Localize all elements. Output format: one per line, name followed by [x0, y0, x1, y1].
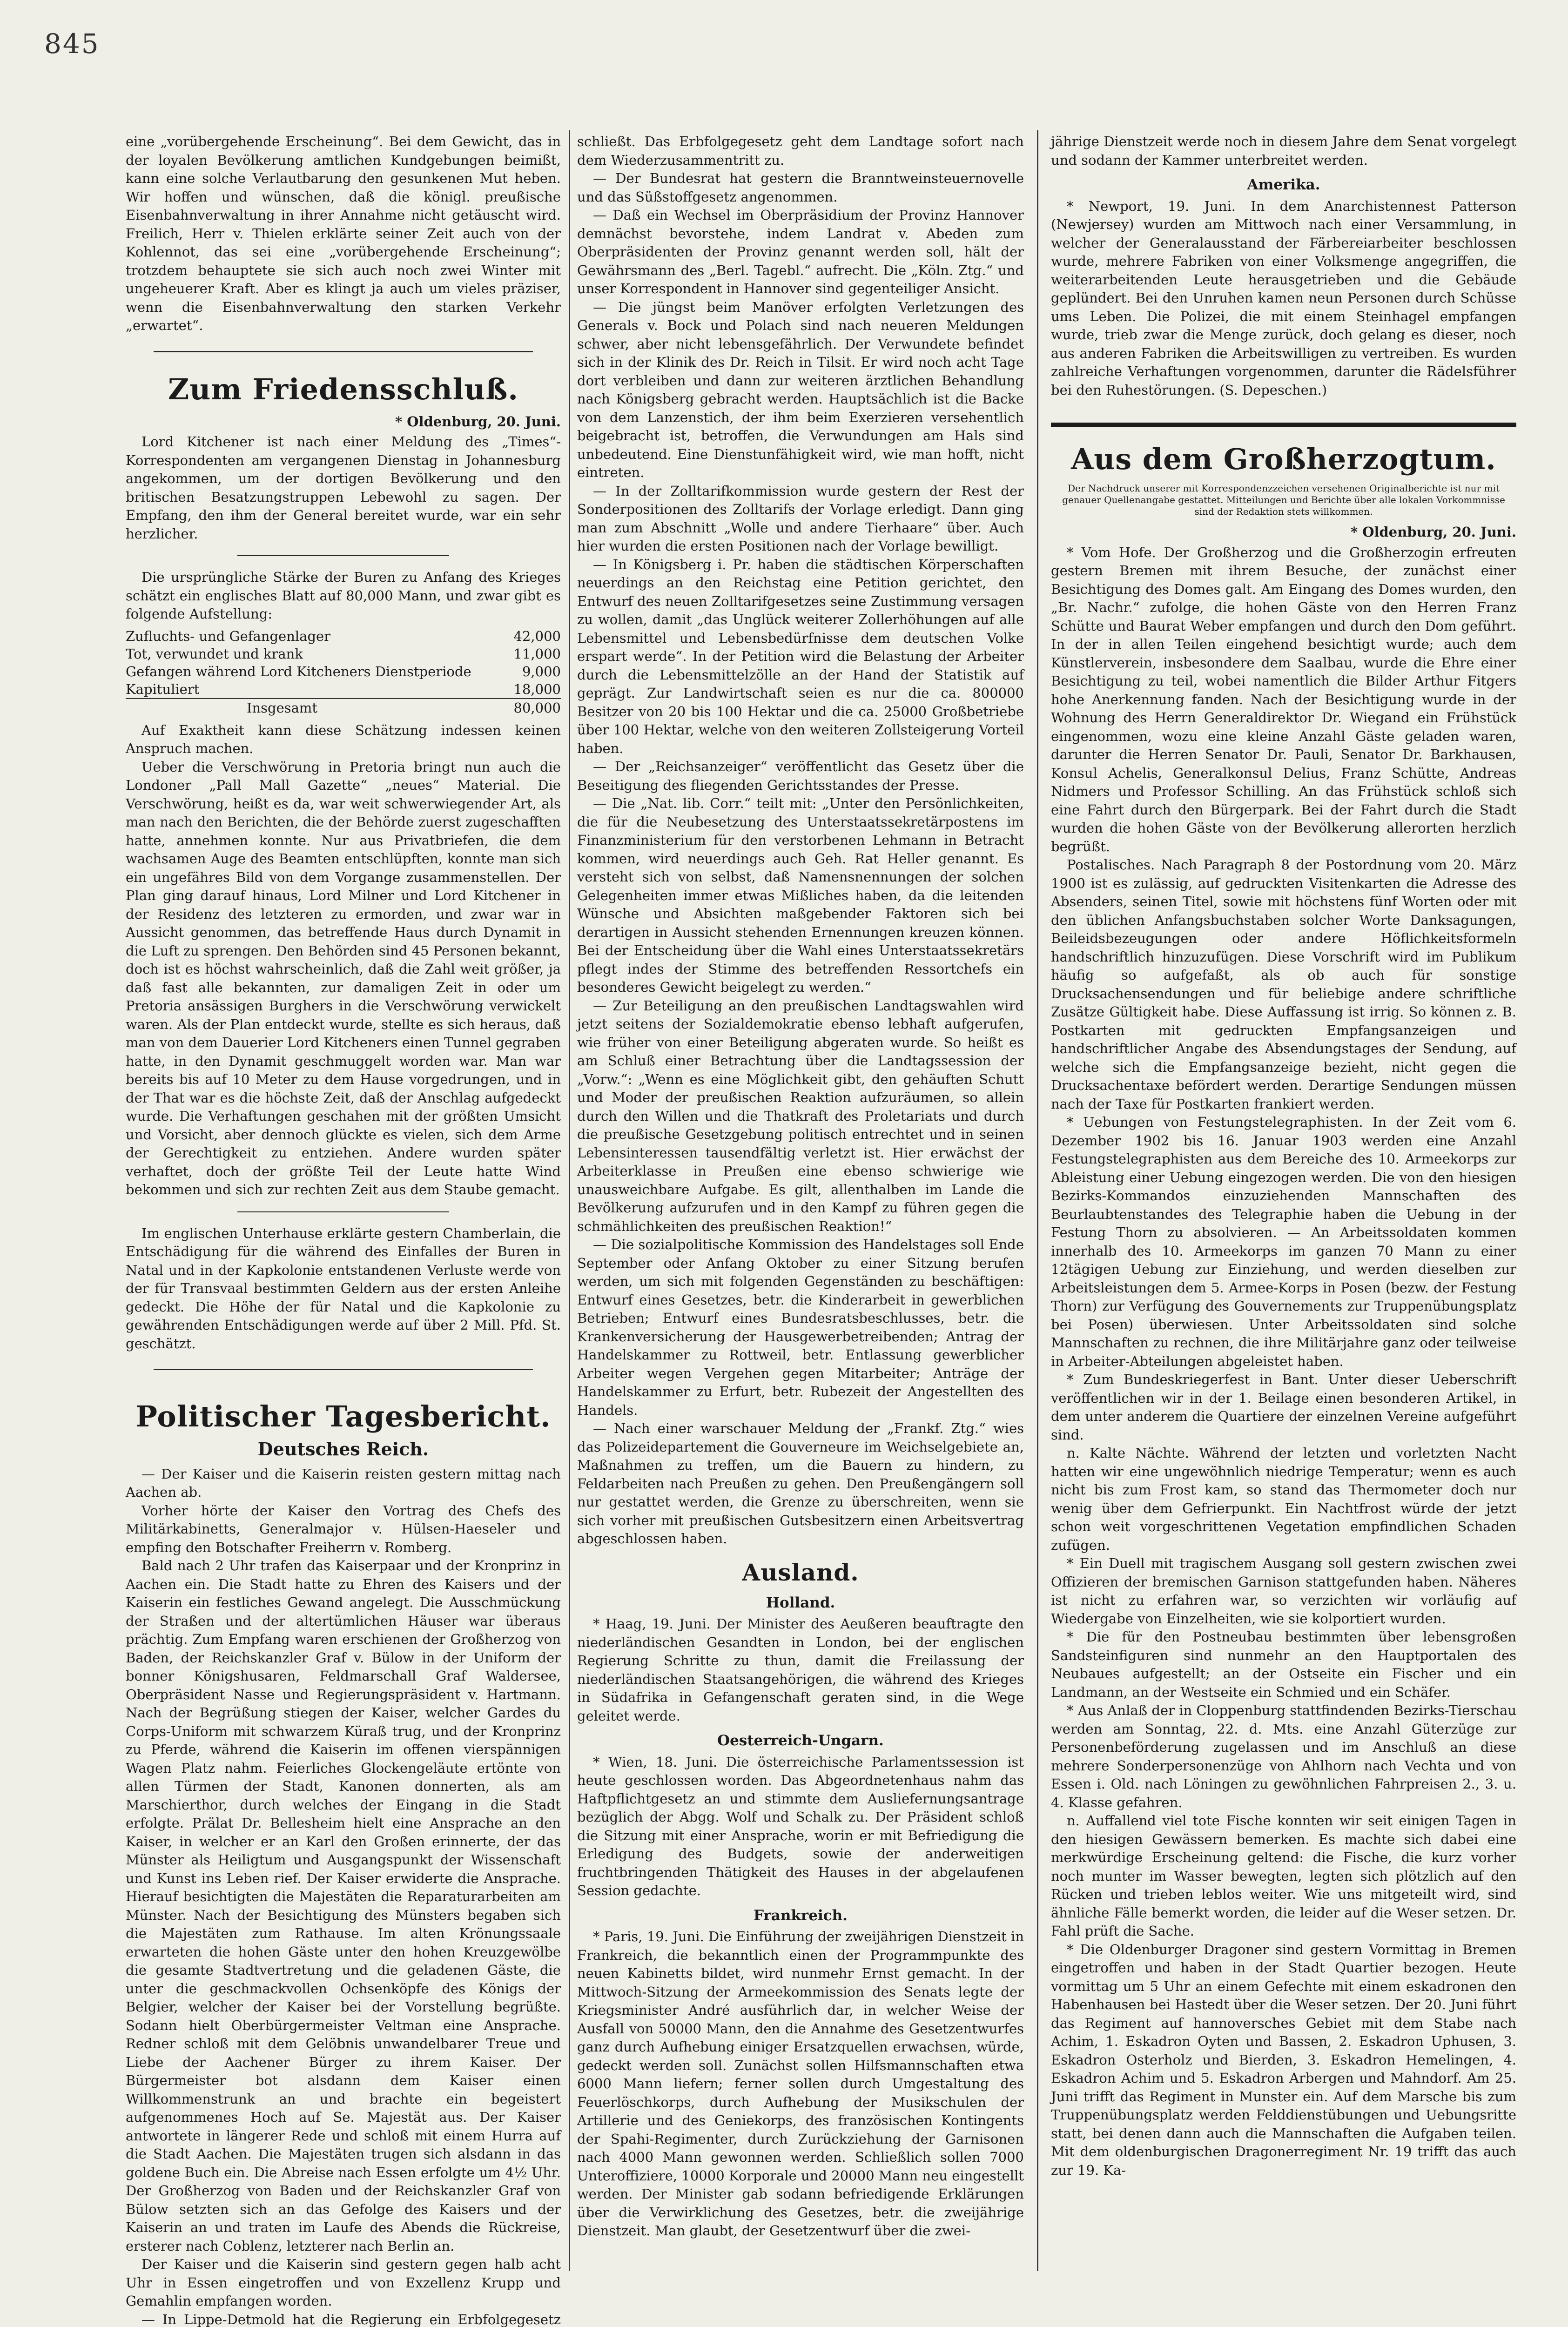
- stats-row: [126, 680, 561, 699]
- article-text: — Nach einer warschauer Meldung der „Frankf. Ztg.“ wies das Polizeidepartement die Gouverneure im Weichselgebiete an, Maßnahmen zu treffen, um die Bauern zu hindern, zu Feldarbeiten nach Preußen zu gehen. Den Preußengängern soll nur gestattet werden, die Grenze zu überschreiten, wenn sie sich vorher mit preußischen Gutsbesitzern einen Arbeitsvertrag abgeschlossen haben.: [577, 1419, 1024, 1548]
- stats-label: Tot, verwundet und krank: [126, 645, 482, 663]
- stats-label: Kapituliert: [126, 680, 482, 699]
- dateline: * Oldenburg, 20. Juni.: [1051, 523, 1516, 542]
- article-text: * Die Oldenburger Dragoner sind gestern Vormittag in Bremen eingetroffen und haben in der Stadt Quartier bezogen. Heute vormittag um 5 Uhr an einem Gefechte mit einem eskadronen den Habenhausen bei Hastedt über die Weser setzen. Der 20. Juni führt das Regiment auf hannoversches Gebiet mit dem Stabe nach Achim, 1. Eskadron Oyten und Bassen, 2. Eskadron Uphusen, 3. Eskadron Osterholz und Bierden, 3. Eskadron Hemelingen, 4. Eskadron Achim und 5. Eskadron Arbergen und Mahndorf. Am 25. Juni trifft das Regiment in Munster ein. Auf dem Marsche bis zum Truppenübungsplatz werden Felddienstübungen und Uebungsritte statt, bei denen dann auch die Mannschaften die Aufgaben teilen. Mit dem oldenburgischen Dragonerregiment Nr. 19 trifft das auch zur 19. Ka-: [1051, 1941, 1516, 2180]
- dateline: * Oldenburg, 20. Juni.: [126, 413, 561, 431]
- article-text: Bald nach 2 Uhr trafen das Kaiserpaar und der Kronprinz in Aachen ein. Die Stadt hatte zu Ehren des Kaisers und der Kaiserin ein festliches Gewand angelegt. Die Ausschmückung der Straßen und der altertümlichen Häuser war überaus prächtig. Zum Empfang waren erschienen der Großherzog von Baden, der Reichskanzler Graf v. Bülow in der Uniform der bonner Königshusaren, Feldmarschall Graf Waldersee, Oberpräsident Nasse und Regierungspräsident v. Hartmann. Nach der Begrüßung stiegen der Kaiser, welcher Gardes du Corps-Uniform mit schwarzem Küraß trug, und der Kronprinz zu Pferde, während die Kaiserin im offenen vierspännigen Wagen Platz nahm. Feierliches Glockengeläute ertönte von allen Türmen der Stadt, Kanonen donnerten, als am Marschierthor, durch welches der Eingang in die Stadt erfolgte. Prälat Dr. Bellesheim hielt eine Ansprache an den Kaiser, in welcher er an Karl den Großen erinnerte, der das Münster als Heiligtum und Ausgangspunkt der Wissenschaft und Kunst ins Leben rief. Der Kaiser erwiderte die Ansprache. Hierauf besichtigten die Majestäten die Reparaturarbeiten am Münster. Nach der Besichtigung des Münsters begaben sich die Majestäten zum Rathause. Im alten Krönungssaale erwarteten die hohen Gäste unter den hohen Kreuzgewölbe die gesamte Stadtvertretung und die geladenen Gäste, die unter die geschmackvollen Ochsenköpfe des Königs der Belgier, welcher der Kaiser bei der Vorstellung begrüßte. Sodann hielt Oberbürgermeister Veltman eine Ansprache. Redner schloß mit dem Gelöbnis unwandelbarer Treue und Liebe der Aachener Bürger zu ihrem Kaiser. Der Bürgermeister bot alsdann dem Kaiser einen Willkommenstrunk an und brachte ein begeistert aufgenommenes Hoch auf Se. Majestät aus. Der Kaiser antwortete in längerer Rede und schloß mit einem Hurra auf die Stadt Aachen. Die Majestäten trugen sich alsdann in das goldene Buch ein. Die Abreise nach Essen erfolgte um 4½ Uhr. Der Großherzog von Baden und der Reichskanzler Graf von Bülow setzten sich an das Gefolge des Kaisers und der Kaiserin an und traten im Laufe des Abends die Rückreise, ersterer nach Coblenz, letzterer nach Berlin an.: [126, 1557, 561, 2255]
- article-text: * Die für den Postneubau bestimmten über lebensgroßen Sandsteinfiguren sind nunmehr an den Hauptportalen des Neubaues aufgestellt; an der Ostseite ein Fischer und ein Landmann, an der Westseite ein Schmied und ein Schäfer.: [1051, 1628, 1516, 1702]
- column-3: [1051, 133, 1516, 2278]
- article-text: * Newport, 19. Juni. In dem Anarchistennest Patterson (Newjersey) wurden am Mittwoch nach einer Versammlung, in welcher der Generalausstand der Färbereiarbeiter beschlossen wurde, mehrere Fabriken von einer Volksmenge angegriffen, die weiterarbeitenden Leute herausgetrieben und die Gebäude geplündert. Bei den Unruhen kamen neun Personen durch Schüsse ums Leben. Die Polizei, die mit einem Steinhagel empfangen wurde, trieb zwar die Menge zurück, doch gelang es dieser, noch aus anderen Fabriken die Arbeitswilligen zu vertreiben. Es wurden zahlreiche Verhaftungen vorgenommen, darunter die Rädelsführer bei den Ruhestörungen. (S. Depeschen.): [1051, 197, 1516, 400]
- stats-value: 9,000: [482, 663, 561, 680]
- article-text: Die ursprüngliche Stärke der Buren zu Anfang des Krieges schätzt ein englisches Blatt auf 80,000 Mann, und zwar gibt es folgende Aufstellung:: [126, 568, 561, 624]
- heading-friedensschluss: Zum Friedensschluß.: [126, 371, 561, 408]
- article-text: n. Auffallend viel tote Fische konnten wir seit einigen Tagen in den hiesigen Gewässern bemerken. Es machte sich dabei eine merkwürdige Erscheinung geltend: die Fische, die kurz vorher noch munter im Wasser bewegten, legten sich plötzlich auf den Rücken und trieben leblos weiter. Wie uns mitgeteilt wird, sind ähnliche Fälle bemerkt worden, die leider auf die Weser setzen. Dr. Fahl prüft die Sache.: [1051, 1812, 1516, 1941]
- subheading-frankreich: Frankreich.: [577, 1907, 1024, 1925]
- stats-table: [126, 627, 561, 717]
- article-text: * Aus Anlaß der in Cloppenburg stattfindenden Bezirks-Tierschau werden am Sonntag, 22. d. Mts. eine Anzahl Güterzüge zur Personenbeförderung zugelassen und im Anschluß an diese mehrere Sonderpersonenzüge von Ahlhorn nach Vechta und von Essen i. Old. nach Löningen zu gewöhnlichen Fahrpreisen 2., 3. u. 4. Klasse gefahren.: [1051, 1702, 1516, 1812]
- article-text: — Die sozialpolitische Kommission des Handelstages soll Ende September oder Anfang Oktober zu einer Sitzung berufen werden, um sich mit folgenden Gegenständen zu beschäftigen: Entwurf eines Gesetzes, betr. die Kinderarbeit in gewerblichen Betrieben; Entwurf eines Bundesratsbeschlusses, betr. die Krankenversicherung der Hausgewerbetreibenden; Antrag der Handelskammer zu Rottweil, betr. Entlassung gewerblicher Arbeiter wegen Vergehen gegen Mitarbeiter; Anträge der Handelskammer zu Erfurt, betr. Rubezeit der Angestellten des Handels.: [577, 1236, 1024, 1419]
- article-text: — Der Kaiser und die Kaiserin reisten gestern mittag nach Aachen ab.: [126, 1465, 561, 1502]
- article-text: jährige Dienstzeit werde noch in diesem Jahre dem Senat vorgelegt und sodann der Kammer unterbreitet werden.: [1051, 133, 1516, 169]
- column-rule: [1037, 130, 1038, 2271]
- article-text: * Ein Duell mit tragischem Ausgang soll gestern zwischen zwei Offizieren der bremischen Garnison stattgefunden haben. Näheres ist nicht zu erfahren war, so verzichten wir vorläufig auf Wiedergabe von Einzelheiten, wie sie kolportiert wurden.: [1051, 1554, 1516, 1628]
- article-text: schließt. Das Erbfolgegesetz geht dem Landtage sofort nach dem Wiederzusammentritt zu.: [577, 133, 1024, 169]
- separator: [237, 555, 449, 556]
- subheading-amerika: Amerika.: [1051, 176, 1516, 195]
- article-text: — Daß ein Wechsel im Oberpräsidium der Provinz Hannover demnächst bevorstehe, indem Landrat v. Abeden zum Oberpräsidenten der Provinz genannt werden soll, hält der Gewährsmann des „Berl. Tagebl.“ aufrecht. Die „Köln. Ztg.“ und unser Korrespondent in Hannover sind gegenteiliger Ansicht.: [577, 206, 1024, 298]
- article-text: * Vom Hofe. Der Großherzog und die Großherzogin erfreuten gestern Bremen mit ihrem Besuche, der zunächst einer Besichtigung des Domes galt. Am Eingang des Domes wurden, den „Br. Nachr.“ zufolge, die hohen Gäste von den Herren Franz Schütte und Baurat Weber empfangen und durch den Dom geführt. In der in allen Teilen eingehend besichtigt wurde; auch dem Künstlerverein, insbesondere dem Saalbau, wurde die Ehre einer Besichtigung zu teil, wobei namentlich die Bilder Arthur Fitgers hohe Anerkennung fanden. Nach der Besichtigung wurde in der Wohnung des Herrn Generaldirektor Dr. Wiegand ein Frühstück eingenommen, wozu eine kleine Anzahl Gäste geladen waren, darunter die Herren Senator Dr. Pauli, Senator Dr. Barkhausen, Konsul Achelis, Generalkonsul Delius, Franz Schütte, Andreas Nidmers und Professor Schilling. An das Frühstück schloß sich eine Fahrt durch den Bürgerpark. Bei der Fahrt durch die Stadt wurden die hohen Gäste von der Bevölkerung allerorten herzlich begrüßt.: [1051, 544, 1516, 856]
- stats-value: 42,000: [482, 627, 561, 645]
- article-text: — In Lippe-Detmold hat die Regierung ein Erbfolgegesetz: [126, 2311, 561, 2327]
- heading-grossherzogtum: Aus dem Großherzogtum.: [1051, 441, 1516, 478]
- heavy-rule: [1051, 423, 1516, 427]
- article-text: * Paris, 19. Juni. Die Einführung der zweijährigen Dienstzeit in Frankreich, die bekanntlich einen der Programmpunkte des neuen Kabinetts bildet, wird nunmehr Ernst gemacht. In der Mittwoch-Sitzung der Armeekommission des Senats legte der Kriegsminister André ausführlich dar, in welcher Weise der Ausfall von 50000 Mann, den die Annahme des Gesetzentwurfes ganz durch Aufhebung einiger Ersatzquellen erwachsen, würde, gedeckt werden soll. Zunächst sollen Hilfsmannschaften etwa 6000 Mann liefern; ferner sollen durch Umgestaltung des Feuerlöschkorps, durch Aufhebung der Musikschulen der Artillerie und des Geniekorps, des französischen Kontingents der Spahi-Regimenter, durch Zurückziehung der Garnisonen nach 4000 Mann gewonnen werden. Schließlich sollen 7000 Unteroffiziere, 10000 Korporale und 20000 Mann neu eingestellt werden. Der Minister gab sodann befriedigende Erklärungen über die Verwirklichung des Gesetzes, betr. die zweijährige Dienstzeit. Man glaubt, der Gesetzentwurf über die zwei-: [577, 1928, 1024, 2240]
- stats-row: [126, 663, 561, 680]
- subheading-oesterreich-ungarn: Oesterreich-Ungarn.: [577, 1732, 1024, 1750]
- stats-row: [126, 627, 561, 645]
- article-text: — Die jüngst beim Manöver erfolgten Verletzungen des Generals v. Bock und Polach sind nach neueren Meldungen schwer, aber nicht lebensgefährlich. Der Verwundete befindet sich in der Klinik des Dr. Reich in Tilsit. Er wird noch acht Tage dort verbleiben und dann zur weiteren ärztlichen Behandlung nach Königsberg gebracht werden. Hauptsächlich ist die Backe von dem Lanzenstich, der ihm beim Exerzieren versehentlich beigebracht ist, betroffen, die Verwundungen am Hals sind unbedeutend. Eine Dienstunfähigkeit wird, wie man hofft, nicht eintreten.: [577, 298, 1024, 482]
- column-2: [577, 133, 1024, 2278]
- stats-value: 18,000: [482, 680, 561, 699]
- article-text: Ueber die Verschwörung in Pretoria bringt nun auch die Londoner „Pall Mall Gazette“ „neues“ Material. Die Verschwörung, heißt es da, war weit schwerwiegender Art, als man nach den Berichten, die der Behörde zuerst zugeschafften hatte, annehmen konnte. Nur aus Privatbriefen, die dem wachsamen Auge des Beamten entschlüpften, konnte man sich ein ungefähres Bild von dem Vorgange zusammenstellen. Der Plan ging darauf hinaus, Lord Milner und Lord Kitchener in der Residenz des letzteren zu ermorden, und zwar war in Aussicht genommen, das betreffende Haus durch Dynamit in die Luft zu sprengen. Den Behörden sind 45 Personen bekannt, doch ist es höchst wahrscheinlich, daß die Zahl weit größer, ja daß fast alle bekannten, zur damaligen Zeit in oder um Pretoria ansässigen Burghers in die Verschwörung verwickelt waren. Als der Plan entdeckt wurde, stellte es sich heraus, daß man von dem Dauerier Lord Kitcheners einen Tunnel gegraben hatte, in den Dynamit geschmuggelt worden war. Man war bereits bis auf 10 Meter zu dem Hause vorgedrungen, und in der That war es die höchste Zeit, daß der Anschlag aufgedeckt wurde. Die Verhaftungen geschahen mit der größten Umsicht und Vorsicht, aber dennoch glückte es vielen, sich dem Arme der Gerechtigkeit zu entziehen. Andere wurden später verhaftet, doch der größte Teil der Leute hatte Wind bekommen und sich zur rechten Zeit aus dem Staube gemacht.: [126, 758, 561, 1199]
- stats-value: 11,000: [482, 645, 561, 663]
- article-text: Postalisches. Nach Paragraph 8 der Postordnung vom 20. März 1900 ist es zulässig, auf gedruckten Visitenkarten die Adresse des Absenders, seinen Titel, sowie mit höchstens fünf Worten oder mit den üblichen Anfangsbuchstaben solcher Worte Danksagungen, Beileidsbezeugungen oder andere Höflichkeitsformeln handschriftlich hinzuzufügen. Diese Vorschrift wird im Publikum häufig so aufgefaßt, als ob auch für sonstige Drucksachensendungen und für beliebige andere schriftliche Zusätze Gültigkeit habe. Diese Auffassung ist irrig. So können z. B. Postkarten mit gedruckten Empfangsanzeigen und handschriftlicher Angabe des Absendungstages der Sendung, auf welche sich die Empfangsanzeige bezieht, nicht gegen die Drucksachentaxe befördert werden. Derartige Sendungen müssen nach der Taxe für Postkarten frankiert werden.: [1051, 856, 1516, 1113]
- separator: [237, 1211, 449, 1212]
- stats-label: Gefangen während Lord Kitcheners Dienstperiode: [126, 663, 482, 680]
- subheading-holland: Holland.: [577, 1594, 1024, 1613]
- article-text: Vorher hörte der Kaiser den Vortrag des Chefs des Militärkabinetts, Generalmajor v. Hülsen-Haeseler und empfing den Botschafter Freiherrn v. Romberg.: [126, 1502, 561, 1557]
- page-number: 845: [44, 28, 100, 60]
- article-text: — Der „Reichsanzeiger“ veröffentlicht das Gesetz über die Beseitigung des fliegenden Gerichtsstandes der Presse.: [577, 758, 1024, 794]
- article-text: * Zum Bundeskriegerfest in Bant. Unter dieser Ueberschrift veröffentlichen wir in der 1. Beilage einen besonderen Artikel, in dem unter anderem die Quartiere der einzelnen Vereine aufgeführt sind.: [1051, 1371, 1516, 1444]
- separator: [154, 1369, 533, 1370]
- column-rule: [569, 130, 570, 2271]
- separator: [154, 351, 533, 352]
- heading-ausland: Ausland.: [577, 1558, 1024, 1587]
- article-text: — In Königsberg i. Pr. haben die städtischen Körperschaften neuerdings an den Reichstag eine Petition gerichtet, den Entwurf des neuen Zolltarifgesetzes seine Zustimmung versagen zu wollen, damit „das Unglück weiterer Zollerhöhungen auf alle Lebensmittel und Lebensbedürfnisse dem deutschen Volke erspart werde“. In der Petition wird die Belastung der Arbeiter durch die Lebensmittelzölle an der Hand der Statistik auf geprägt. Zur Landwirtschaft seien es nur die ca. 800000 Besitzer von 20 bis 100 Hektar und die ca. 25000 Großbetriebe über 100 Hektar, welche von den weiteren Zollsteigerung Vorteil haben.: [577, 556, 1024, 758]
- article-text: * Wien, 18. Juni. Die österreichische Parlamentssession ist heute geschlossen worden. Das Abgeordnetenhaus nahm das Haftpflichtgesetz an und stimmte dem Ausliefernungsantrage bezüglich der Abgg. Wolf und Schalk zu. Der Präsident schloß die Sitzung mit einer Ansprache, worin er mit Befriedigung die Erledigung des Budgets, sowie der anderweitigen fruchtbringenden Thätigkeit des Hauses in der abgelaufenen Session gedachte.: [577, 1753, 1024, 1900]
- article-text: Im englischen Unterhause erklärte gestern Chamberlain, die Entschädigung für die während des Einfalles der Buren in Natal und in der Kapkolonie entstandenen Verluste werde von der für Transvaal bestimmten Geldern aus der ersten Anleihe gedeckt. Die Höhe der für Natal und die Kapkolonie zu gewährenden Entschädigungen werde auf über 2 Mill. Pfd. St. geschätzt.: [126, 1224, 561, 1353]
- stats-total-value: 80,000: [482, 699, 561, 717]
- heading-politischer-tagesbericht: Politischer Tagesbericht.: [126, 1398, 561, 1435]
- article-text: — In der Zolltarifkommission wurde gestern der Rest der Sonderpositionen des Zolltarifs der Vorlage erledigt. Dann ging man zum Abschnitt „Wolle und andere Tierhaare“ über. Auch hier wurden die ersten Positionen nach der Vorlage bewilligt.: [577, 482, 1024, 556]
- article-text: eine „vorübergehende Erscheinung“. Bei dem Gewicht, das in der loyalen Bevölkerung amtlichen Kundgebungen beimißt, kann eine solche Verlautbarung den gesunkenen Mut heben. Wir hoffen und wünschen, daß die königl. preußische Eisenbahnverwaltung in ihrer Annahme nicht getäuscht wird. Freilich, Herr v. Thielen erklärte seiner Zeit auch von der Kohlennot, das sei eine „vorübergehende Erscheinung“; trotzdem behauptete sie sich auch noch zwei Winter mit ungeheuerer Kraft. Aber es klingt ja auch um vieles präziser, wenn die Eisenbahnverwaltung den starken Verkehr „erwartet“.: [126, 133, 561, 335]
- article-text: Der Kaiser und die Kaiserin sind gestern gegen halb acht Uhr in Essen eingetroffen und von Exzellenz Krupp und Gemahlin empfangen worden.: [126, 2255, 561, 2311]
- article-text: — Der Bundesrat hat gestern die Branntweinsteuernovelle und das Süßstoffgesetz angenommen.: [577, 169, 1024, 206]
- subheading-deutsches-reich: Deutsches Reich.: [126, 1440, 561, 1459]
- article-text: Lord Kitchener ist nach einer Meldung des „Times“-Korrespondenten am vergangenen Dienstag in Johannesburg angekommen, um der dortigen Bevölkerung und den britischen Besatzungstruppen Lebewohl zu sagen. Der Empfang, den ihm der General bereitet wurde, war ein sehr herzlicher.: [126, 433, 561, 543]
- article-text: Auf Exaktheit kann diese Schätzung indessen keinen Anspruch machen.: [126, 721, 561, 758]
- article-text: — Zur Beteiligung an den preußischen Landtagswahlen wird jetzt seitens der Sozialdemokratie ebenso lebhaft aufgerufen, wie früher von einer Beteiligung abgeraten wurde. So heißt es am Schluß einer Betrachtung über die Landtagssession der „Vorw.“: „Wenn es eine Möglichkeit gibt, den gehäuften Schutt und Moder der preußischen Reaktion aufzuräumen, so allein durch den Willen und die Thatkraft des Proletariats und durch die preußische Gesetzgebung politisch entrechtet und in seinen Lebensinteressen tausendfältig verletzt ist. Hier erwächst der Arbeiterklasse in Preußen eine ebenso schwierige wie unausweichbare Aufgabe. Es gilt, allenthalben im Lande die Bevölkerung aufzurufen und in den Kampf zu führen gegen die schmählichkeiten des preußischen Reaktion!“: [577, 997, 1024, 1236]
- stats-label: Zufluchts- und Gefangenlager: [126, 627, 482, 645]
- article-text: — Die „Nat. lib. Corr.“ teilt mit: „Unter den Persönlichkeiten, die für die Neubesetzung des Unterstaatssekretärpostens im Finanzministerium für den verstorbenen Lehmann in Betracht kommen, wird neuerdings auch Geh. Rat Heller genannt. Es versteht sich von selbst, daß Namensnennungen der solchen Gelegenheiten immer etwas Mißliches haben, da die leitenden Wünsche und Absichten maßgebender Faktoren sich bei derartigen in Aussicht stehenden Ernennungen kreuzen können. Bei der Entscheidung über die Wahl eines Unterstaatssekretärs pflegt indes der Stimme des betreffenden Ressortchefs ein besonderes Gewicht beigelegt zu werden.“: [577, 794, 1024, 997]
- article-text: n. Kalte Nächte. Während der letzten und vorletzten Nacht hatten wir eine ungewöhnlich niedrige Temperatur; wenn es auch nicht bis zum Frost kam, so stand das Thermometer doch nur wenig über dem Gefrierpunkt. Ein Nachtfrost würde der jetzt schon weit vorgeschrittenen Vegetation empfindlichen Schaden zufügen.: [1051, 1444, 1516, 1554]
- stats-row: [126, 645, 561, 663]
- stats-total-label: Insgesamt: [126, 699, 482, 717]
- article-text: * Haag, 19. Juni. Der Minister des Aeußeren beauftragte den niederländischen Gesandten in London, bei der englischen Regierung Schritte zu thun, damit die Freilassung der niederländischen Staatsangehörigen, die während des Krieges in Südafrika in Gefangenschaft geraten sind, in die Wege geleitet werde.: [577, 1615, 1024, 1725]
- article-text: * Uebungen von Festungstelegraphisten. In der Zeit vom 6. Dezember 1902 bis 16. Januar 1903 werden eine Anzahl Festungstelegraphisten aus dem Bereiche des 10. Armeekorps zur Ableistung einer Uebung eingezogen werden. Die von den hiesigen Bezirks-Kommandos einzuziehenden Mannschaften des Beurlaubtenstandes des Telegraphie haben die Uebung in der Festung Thorn zu absolvieren. — An Arbeitssoldaten kommen innerhalb des 10. Armeekorps im ganzen 70 Mann zu einer 12tägigen Uebung zur Einziehung, und werden dieselben zur Arbeitsleistungen dem 5. Armee-Korps in Posen (bezw. der Festung Thorn) zur Verfügung des Gouvernements zur Truppenübungsplatz bei Posen) überwiesen. Unter Arbeitssoldaten sind solche Mannschaften zu rechnen, die ihre Militärjahre ganz oder teilweise in Arbeiter-Abteilungen abgeleistet haben.: [1051, 1113, 1516, 1371]
- column-1: [126, 133, 561, 2278]
- reprint-note: Der Nachdruck unserer mit Korrespondenzzeichen versehenen Originalberichte ist nur mit genauer Quellenangabe gestattet. Mitteilungen und Berichte über alle lokalen Vorkommnisse sind der Redaktion stets willkommen.: [1051, 483, 1516, 518]
